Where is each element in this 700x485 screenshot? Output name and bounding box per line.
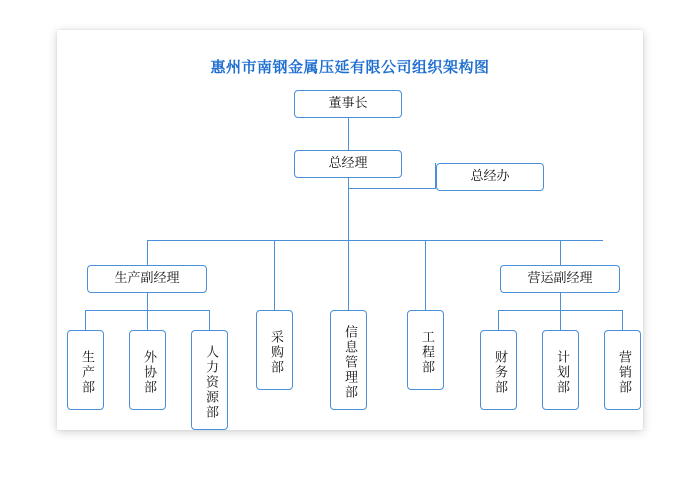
node-chairman-label: 董事长	[328, 95, 368, 111]
node-hr-dept[interactable]	[191, 330, 228, 430]
node-production-dept[interactable]	[67, 330, 104, 410]
connector-to-hr-dept	[209, 310, 210, 330]
node-info-mgmt-dept[interactable]	[330, 310, 367, 410]
connector-bus-to-info	[348, 240, 349, 310]
connector-bus-to-engineering	[425, 240, 426, 310]
node-outsourcing-dept[interactable]	[129, 330, 166, 410]
connector-production-vp-down	[147, 293, 148, 310]
connector-to-planning-dept	[560, 310, 561, 330]
connector-to-production-dept	[85, 310, 86, 330]
connector-to-finance-dept	[498, 310, 499, 330]
node-engineering-dept-label: 工程部	[418, 329, 434, 375]
connector-to-outsourcing-dept	[147, 310, 148, 330]
node-engineering-dept[interactable]	[407, 310, 444, 390]
node-general-manager-label: 总经理	[328, 155, 368, 171]
node-gm-office-label: 总经办	[470, 168, 510, 184]
connector-bus-to-purchasing	[274, 240, 275, 310]
node-hr-dept-label: 人力资源部	[202, 344, 218, 420]
node-planning-dept-label: 计划部	[553, 349, 569, 395]
node-production-vp[interactable]	[87, 265, 207, 293]
connector-to-marketing-dept	[622, 310, 623, 330]
node-marketing-dept-label: 营销部	[615, 349, 631, 395]
node-purchasing-dept[interactable]	[256, 310, 293, 390]
node-chairman[interactable]	[294, 90, 402, 118]
connector-operations-vp-down	[560, 293, 561, 310]
connector-chairman-to-gm	[348, 118, 349, 150]
chart-title: 惠州市南钢金属压延有限公司组织架构图	[210, 58, 490, 76]
connector-bus-to-operations-vp	[560, 240, 561, 265]
node-general-manager[interactable]	[294, 150, 402, 178]
connector-bus-to-production-vp	[147, 240, 148, 265]
node-operations-vp-label: 营运副经理	[527, 270, 593, 286]
node-gm-office[interactable]	[436, 163, 544, 191]
connector-main-bus	[147, 240, 603, 241]
node-planning-dept[interactable]	[542, 330, 579, 410]
node-production-dept-label: 生产部	[78, 349, 94, 395]
node-marketing-dept[interactable]	[604, 330, 641, 410]
node-production-vp-label: 生产副经理	[114, 270, 180, 286]
org-chart-card	[57, 30, 643, 430]
node-outsourcing-dept-label: 外协部	[140, 349, 156, 395]
connector-gm-to-office	[348, 188, 436, 189]
node-operations-vp[interactable]	[500, 265, 620, 293]
node-finance-dept[interactable]	[480, 330, 517, 410]
node-info-mgmt-dept-label: 信息管理部	[341, 324, 357, 400]
node-purchasing-dept-label: 采购部	[267, 329, 283, 375]
node-finance-dept-label: 财务部	[491, 349, 507, 395]
